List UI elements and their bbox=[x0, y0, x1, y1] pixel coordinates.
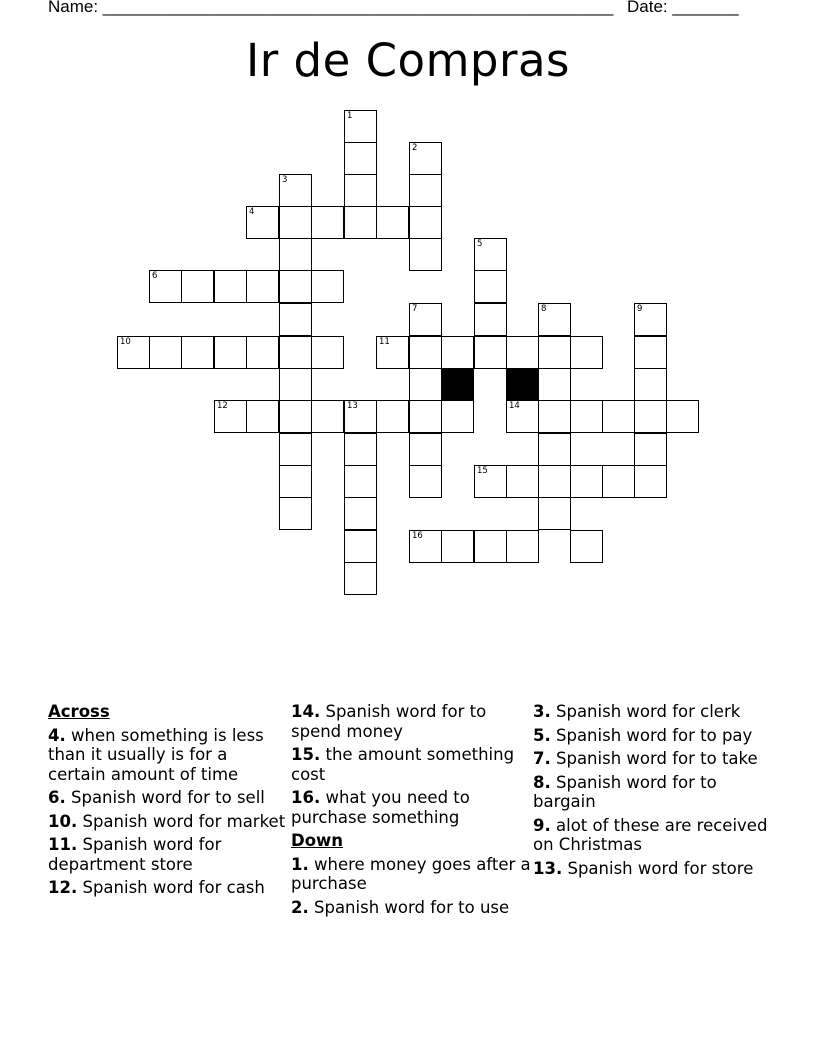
clue-number: 7 bbox=[412, 304, 418, 314]
clue-across-6: 6. Spanish word for to sell bbox=[48, 788, 265, 807]
clue-column-3 bbox=[533, 702, 773, 882]
crossword-cell[interactable] bbox=[409, 238, 442, 271]
crossword-cell[interactable] bbox=[409, 433, 442, 466]
crossword-cell[interactable] bbox=[441, 530, 474, 563]
clue-number: 5 bbox=[477, 239, 483, 249]
crossword-cell[interactable] bbox=[409, 142, 442, 175]
clue-number: 6 bbox=[152, 271, 158, 281]
clue-across-10: 10. Spanish word for market bbox=[48, 811, 286, 831]
crossword-cell[interactable] bbox=[376, 336, 409, 369]
crossword-cell[interactable] bbox=[506, 530, 539, 563]
crossword-cell[interactable] bbox=[149, 270, 182, 303]
crossword-cell[interactable] bbox=[538, 368, 571, 401]
crossword-cell[interactable] bbox=[246, 336, 279, 369]
clue-across-12: 12. Spanish word for cash bbox=[48, 878, 265, 897]
clue-number: 8 bbox=[541, 304, 547, 314]
clue-number: 11 bbox=[379, 337, 390, 347]
crossword-cell[interactable] bbox=[441, 400, 474, 433]
clue-across-11: 11. Spanish word for department store bbox=[48, 835, 222, 874]
crossword-cell[interactable] bbox=[538, 433, 571, 466]
crossword-cell[interactable] bbox=[474, 238, 507, 271]
page-title: Ir de Compras bbox=[245, 34, 570, 87]
crossword-cell[interactable] bbox=[409, 303, 442, 336]
crossword-cell[interactable] bbox=[602, 465, 635, 498]
clue-across-16: 16. what you need to purchase something bbox=[291, 788, 470, 827]
clue-number: 3 bbox=[282, 175, 288, 185]
crossword-cell[interactable] bbox=[246, 206, 279, 239]
crossword-cell[interactable] bbox=[506, 336, 539, 369]
down-heading: Down bbox=[291, 831, 344, 850]
crossword-cell[interactable] bbox=[344, 562, 377, 595]
clue-down-2: 2. Spanish word for to use bbox=[291, 897, 510, 917]
clue-number: 4 bbox=[249, 207, 255, 217]
crossword-cell[interactable] bbox=[376, 206, 409, 239]
crossword-cell[interactable] bbox=[538, 497, 571, 530]
crossword-cell[interactable] bbox=[376, 400, 409, 433]
crossword-cell[interactable] bbox=[311, 270, 344, 303]
crossword-cell[interactable] bbox=[409, 206, 442, 239]
crossword-block-cell bbox=[441, 368, 474, 401]
crossword-cell[interactable] bbox=[506, 465, 539, 498]
clue-number: 13 bbox=[347, 401, 358, 411]
clue-number: 9 bbox=[637, 304, 643, 314]
crossword-cell[interactable] bbox=[538, 336, 571, 369]
crossword-cell[interactable] bbox=[279, 336, 312, 369]
crossword-cell[interactable] bbox=[181, 336, 214, 369]
crossword-cell[interactable] bbox=[311, 336, 344, 369]
crossword-cell[interactable] bbox=[279, 238, 312, 271]
crossword-cell[interactable] bbox=[441, 336, 474, 369]
crossword-cell[interactable] bbox=[214, 270, 247, 303]
crossword-cell[interactable] bbox=[344, 530, 377, 563]
clue-number: 12 bbox=[217, 401, 228, 411]
crossword-cell[interactable] bbox=[634, 433, 667, 466]
clue-down-13: 13. Spanish word for store bbox=[533, 858, 754, 878]
crossword-cell[interactable] bbox=[666, 400, 699, 433]
clue-number: 16 bbox=[412, 531, 423, 541]
crossword-cell[interactable] bbox=[117, 336, 150, 369]
crossword-cell[interactable] bbox=[214, 336, 247, 369]
crossword-cell[interactable] bbox=[474, 336, 507, 369]
crossword-cell[interactable] bbox=[279, 303, 312, 336]
crossword-cell[interactable] bbox=[634, 400, 667, 433]
crossword-cell[interactable] bbox=[344, 433, 377, 466]
crossword-cell[interactable] bbox=[538, 303, 571, 336]
crossword-cell[interactable] bbox=[409, 336, 442, 369]
crossword-cell[interactable] bbox=[634, 336, 667, 369]
crossword-cell[interactable] bbox=[474, 303, 507, 336]
clue-across-4: 4. when something is less than it usually is for a certain amount of time bbox=[48, 725, 264, 784]
crossword-cell[interactable] bbox=[634, 303, 667, 336]
clue-number: 1 bbox=[347, 111, 353, 121]
clue-column-2 bbox=[291, 702, 531, 921]
crossword-cell[interactable] bbox=[279, 174, 312, 207]
crossword-cell[interactable] bbox=[506, 400, 539, 433]
clue-down-3: 3. Spanish word for clerk bbox=[533, 702, 741, 721]
crossword-cell[interactable] bbox=[409, 174, 442, 207]
crossword-cell[interactable] bbox=[634, 465, 667, 498]
crossword-cell[interactable] bbox=[344, 497, 377, 530]
name-field-label: Name: ______________________________________________________ bbox=[48, 0, 614, 16]
clue-number: 10 bbox=[120, 337, 131, 347]
crossword-cell[interactable] bbox=[344, 400, 377, 433]
clue-down-5: 5. Spanish word for to pay bbox=[533, 725, 753, 745]
clue-down-9: 9. alot of these are received on Christmas bbox=[533, 815, 768, 854]
crossword-cell[interactable] bbox=[570, 465, 603, 498]
crossword-cell[interactable] bbox=[602, 400, 635, 433]
crossword-cell[interactable] bbox=[344, 465, 377, 498]
crossword-cell[interactable] bbox=[149, 336, 182, 369]
clue-number: 15 bbox=[477, 466, 488, 476]
crossword-cell[interactable] bbox=[279, 497, 312, 530]
clue-column-1 bbox=[48, 702, 288, 902]
date-field-label: Date: _______ bbox=[627, 0, 739, 16]
crossword-cell[interactable] bbox=[538, 465, 571, 498]
crossword-cell[interactable] bbox=[311, 400, 344, 433]
crossword-cell[interactable] bbox=[474, 465, 507, 498]
crossword-cell[interactable] bbox=[279, 206, 312, 239]
clue-across-15: 15. the amount something cost bbox=[291, 745, 515, 784]
crossword-cell[interactable] bbox=[279, 400, 312, 433]
clue-across-14: 14. Spanish word for to spend money bbox=[291, 702, 487, 741]
crossword-cell[interactable] bbox=[570, 530, 603, 563]
crossword-cell[interactable] bbox=[214, 400, 247, 433]
crossword-cell[interactable] bbox=[538, 400, 571, 433]
clue-down-1: 1. where money goes after a purchase bbox=[291, 854, 531, 893]
crossword-cell[interactable] bbox=[634, 368, 667, 401]
crossword-cell[interactable] bbox=[279, 433, 312, 466]
crossword-cell[interactable] bbox=[344, 110, 377, 143]
clue-number: 2 bbox=[412, 143, 418, 153]
clue-down-7: 7. Spanish word for to take bbox=[533, 749, 758, 768]
crossword-cell[interactable] bbox=[344, 174, 377, 207]
crossword-cell[interactable] bbox=[279, 368, 312, 401]
crossword-cell[interactable] bbox=[344, 142, 377, 175]
crossword-cell[interactable] bbox=[311, 206, 344, 239]
across-heading: Across bbox=[48, 702, 110, 721]
crossword-cell[interactable] bbox=[474, 270, 507, 303]
crossword-block-cell bbox=[506, 368, 539, 401]
crossword-cell[interactable] bbox=[409, 530, 442, 563]
crossword-cell[interactable] bbox=[570, 336, 603, 369]
crossword-cell[interactable] bbox=[246, 400, 279, 433]
crossword-cell[interactable] bbox=[181, 270, 214, 303]
crossword-cell[interactable] bbox=[409, 368, 442, 401]
crossword-cell[interactable] bbox=[409, 465, 442, 498]
crossword-cell[interactable] bbox=[246, 270, 279, 303]
crossword-cell[interactable] bbox=[570, 400, 603, 433]
clue-down-8: 8. Spanish word for to bargain bbox=[533, 772, 717, 811]
crossword-cell[interactable] bbox=[279, 270, 312, 303]
crossword-cell[interactable] bbox=[474, 530, 507, 563]
crossword-cell[interactable] bbox=[344, 206, 377, 239]
crossword-cell[interactable] bbox=[409, 400, 442, 433]
crossword-cell[interactable] bbox=[279, 465, 312, 498]
clue-number: 14 bbox=[509, 401, 520, 411]
